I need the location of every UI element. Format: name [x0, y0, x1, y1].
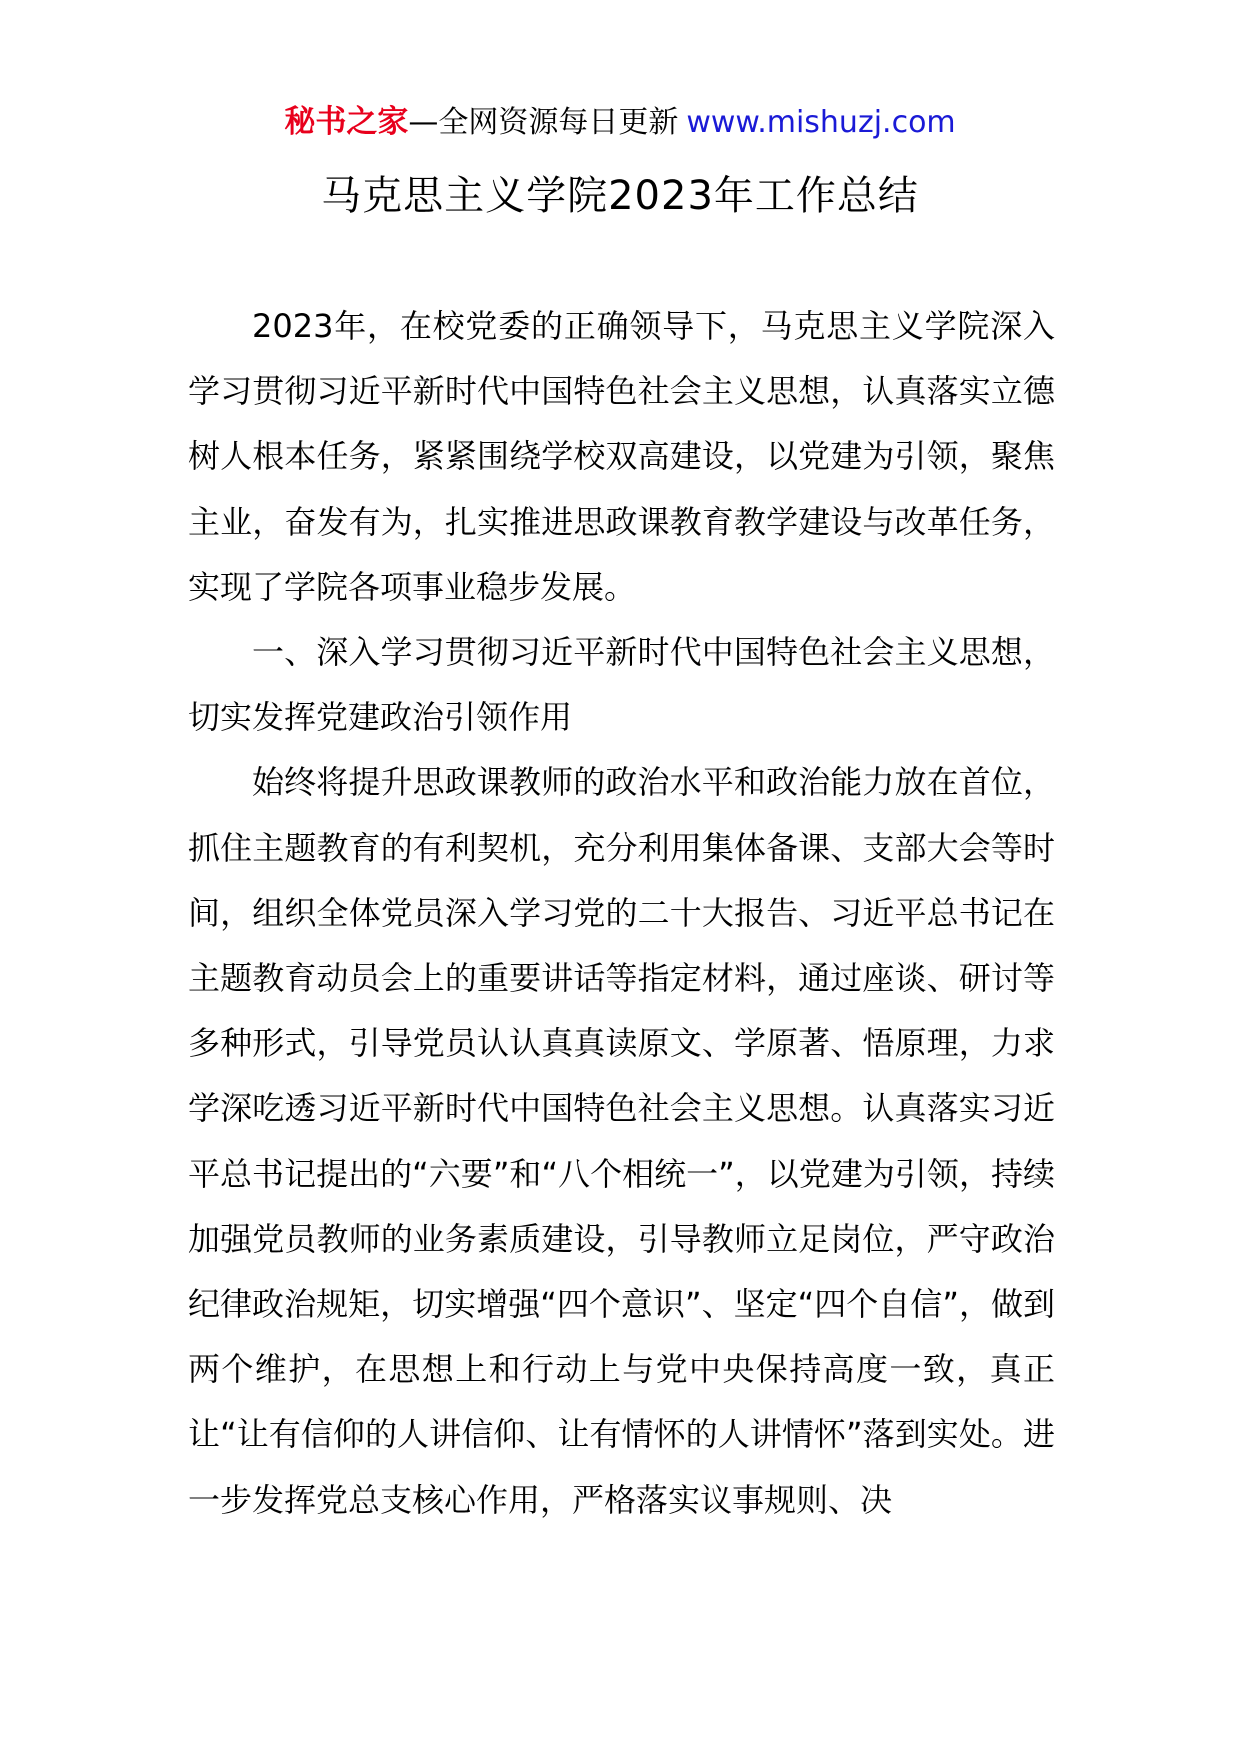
document-body — [188, 294, 1055, 1533]
section-1-paragraph: 始终将提升思政课教师的政治水平和政治能力放在首位，抓住主题教育的有利契机，充分利用集体备课、支部大会等时间，组织全体党员深入学习党的二十大报告、习近平总书记在主题教育动员会上的重要讲话等指定材料，通过座谈、研讨等多种形式，引导党员认认真真读原文、学原著、悟原理，力求学深吃透习近平新时代中国特色社会主义思想。认真落实习近平总书记提出的“六要”和“八个相统一”，以党建为引领，持续加强党员教师的业务素质建设，引导教师立足岗位，严守政治纪律政治规矩，切实增强“四个意识”、坚定“四个自信”，做到两个维护，在思想上和行动上与党中央保持高度一致，真正让“让有信仰的人讲信仰、让有情怀的人讲情怀”落到实处。进一步发挥党总支核心作用，严格落实议事规则、决 — [188, 763, 1055, 1519]
site-header — [0, 102, 1240, 143]
intro-paragraph: 2023年，在校党委的正确领导下，马克思主义学院深入学习贯彻习近平新时代中国特色社会主义思想，认真落实立德树人根本任务，紧紧围绕学校双高建设，以党建为引领，聚焦主业，奋发有为，扎实推进思政课教育教学建设与改革任务，实现了学院各项事业稳步发展。 — [188, 307, 1055, 606]
brand-name: 秘书之家 — [284, 104, 409, 140]
site-url-link[interactable]: www.mishuzj.com — [686, 105, 956, 140]
document-title: 马克思主义学院2023年工作总结 — [321, 173, 919, 219]
header-tagline: —全网资源每日更新 — [408, 105, 679, 140]
section-heading-1: 一、深入学习贯彻习近平新时代中国特色社会主义思想，切实发挥党建政治引领作用 — [188, 633, 1055, 737]
